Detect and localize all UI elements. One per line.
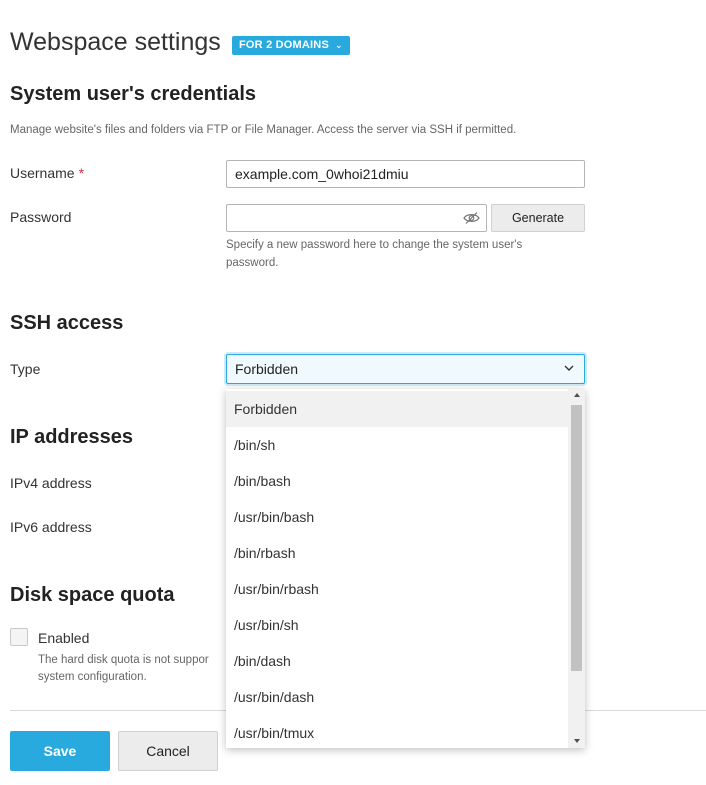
password-hint: Specify a new password here to change the system user's password. bbox=[226, 239, 523, 269]
scrollbar-thumb[interactable] bbox=[571, 405, 582, 671]
ssh-type-dropdown[interactable] bbox=[226, 389, 585, 748]
dropdown-option-list bbox=[226, 391, 568, 748]
quota-enabled-checkbox[interactable] bbox=[10, 628, 28, 646]
domains-badge[interactable] bbox=[232, 36, 350, 55]
dropdown-option[interactable]: /usr/bin/sh bbox=[234, 617, 299, 633]
ipv6-label: IPv6 address bbox=[10, 519, 92, 535]
cancel-button[interactable]: Cancel bbox=[118, 731, 218, 771]
disk-section-title: Disk space quota bbox=[10, 584, 175, 606]
username-field[interactable]: example.com_0whoi21dmiu bbox=[226, 160, 585, 188]
scroll-up-arrow-icon[interactable] bbox=[574, 393, 580, 397]
required-mark: * bbox=[78, 165, 85, 181]
dropdown-option[interactable]: /usr/bin/rbash bbox=[234, 581, 319, 597]
dropdown-option[interactable]: /usr/bin/tmux bbox=[234, 725, 315, 741]
ip-section-title: IP addresses bbox=[10, 426, 134, 448]
dropdown-option[interactable]: /usr/bin/bash bbox=[234, 509, 315, 525]
credentials-section-title: System user's credentials bbox=[10, 83, 256, 105]
scroll-down-arrow-icon[interactable] bbox=[574, 739, 580, 743]
credentials-description: Manage website's files and folders via FTP or File Manager. Access the server via SSH if permitted. bbox=[10, 124, 517, 136]
password-label: Password bbox=[10, 209, 72, 225]
ssh-section-title: SSH access bbox=[10, 312, 124, 334]
username-label bbox=[10, 165, 84, 181]
dropdown-option[interactable]: /bin/bash bbox=[234, 473, 291, 489]
dropdown-option[interactable]: /bin/rbash bbox=[234, 545, 296, 561]
chevron-down-icon: ⌄ bbox=[335, 40, 343, 50]
dropdown-option[interactable]: Forbidden bbox=[226, 391, 568, 427]
chevron-down-icon bbox=[564, 364, 574, 372]
dropdown-scrollbar[interactable] bbox=[568, 389, 585, 748]
eye-slash-icon[interactable] bbox=[463, 211, 480, 225]
quota-enabled-label: Enabled bbox=[38, 630, 90, 646]
username-label-text: Username bbox=[10, 165, 75, 181]
dropdown-option[interactable]: /bin/sh bbox=[234, 437, 276, 453]
ipv4-label: IPv4 address bbox=[10, 475, 92, 491]
save-button[interactable]: Save bbox=[10, 731, 110, 771]
ssh-type-label: Type bbox=[10, 361, 41, 377]
dropdown-option[interactable]: /bin/dash bbox=[234, 653, 291, 669]
quota-hint-line2: system configuration. bbox=[38, 671, 147, 683]
ssh-type-selected: Forbidden bbox=[235, 361, 299, 377]
ssh-type-select[interactable] bbox=[226, 354, 585, 384]
password-field[interactable] bbox=[226, 204, 487, 232]
quota-hint-line1: The hard disk quota is not suppor bbox=[38, 654, 209, 666]
page-title: Webspace settings bbox=[10, 28, 221, 56]
generate-password-button[interactable]: Generate bbox=[491, 204, 585, 232]
dropdown-option[interactable]: /usr/bin/dash bbox=[234, 689, 315, 705]
domains-badge-label: FOR 2 DOMAINS bbox=[239, 39, 329, 51]
